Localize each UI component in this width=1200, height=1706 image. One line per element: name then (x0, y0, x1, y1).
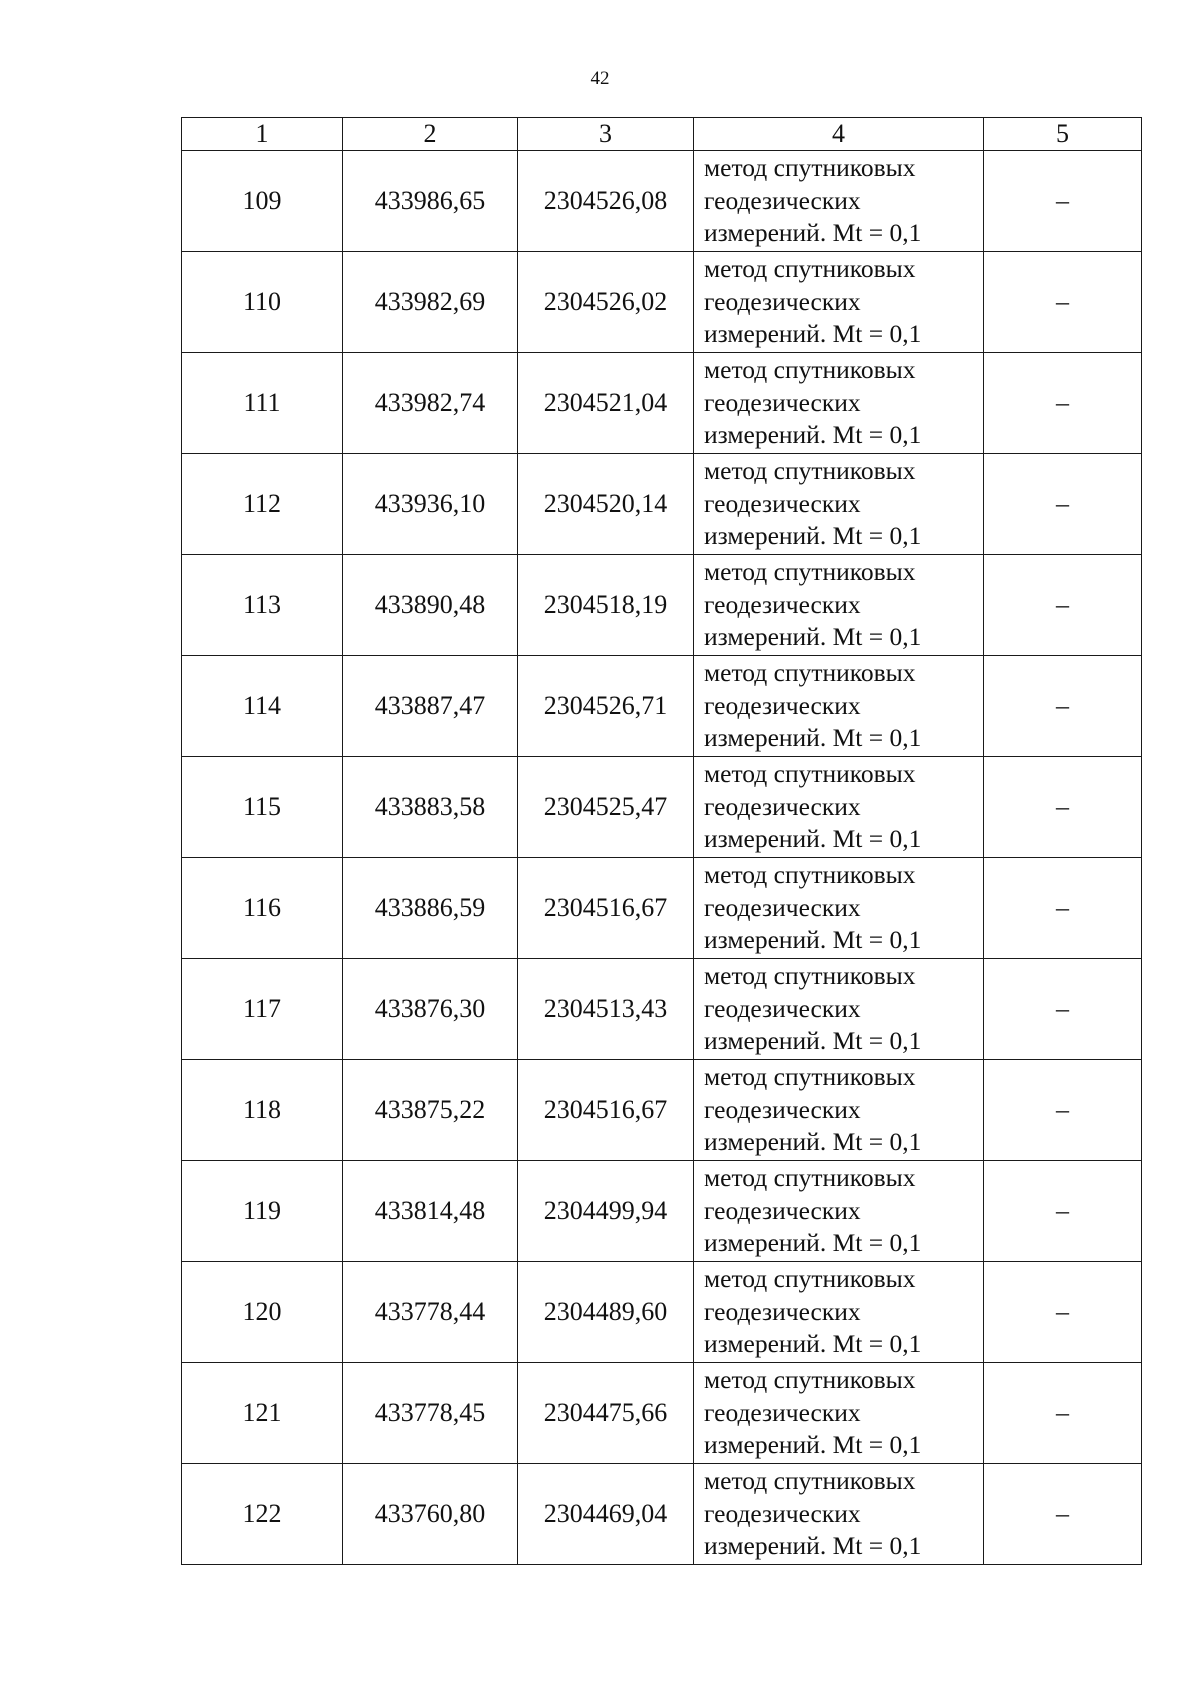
note-cell: – (984, 454, 1142, 555)
point-number-cell: 121 (182, 1363, 343, 1464)
method-line: геодезических (704, 791, 861, 821)
method-line: метод спутниковых (704, 658, 916, 688)
method-line: метод спутниковых (704, 254, 916, 284)
method-line: метод спутниковых (704, 1163, 916, 1193)
method-line: измерений. Mt = 0,1 (704, 1127, 922, 1157)
coordinates-table (181, 117, 1142, 1565)
table-row (182, 757, 1142, 858)
table-row (182, 858, 1142, 959)
y-coordinate-cell: 2304526,02 (518, 252, 694, 353)
method-line: измерений. Mt = 0,1 (704, 925, 922, 955)
x-coordinate-cell: 433982,74 (343, 353, 518, 454)
point-number-cell: 120 (182, 1262, 343, 1363)
point-number-cell: 114 (182, 656, 343, 757)
method-line: измерений. Mt = 0,1 (704, 218, 922, 248)
table-header-row (182, 118, 1142, 151)
table-row (182, 1161, 1142, 1262)
method-line: геодезических (704, 1195, 861, 1225)
table-row (182, 1262, 1142, 1363)
method-line: измерений. Mt = 0,1 (704, 1228, 922, 1258)
table-row (182, 1464, 1142, 1565)
point-number-cell: 116 (182, 858, 343, 959)
method-line: измерений. Mt = 0,1 (704, 1430, 922, 1460)
x-coordinate-cell: 433982,69 (343, 252, 518, 353)
point-number-cell: 113 (182, 555, 343, 656)
method-line: измерений. Mt = 0,1 (704, 319, 922, 349)
method-line: метод спутниковых (704, 1365, 916, 1395)
point-number-cell: 118 (182, 1060, 343, 1161)
table-row (182, 555, 1142, 656)
method-line: метод спутниковых (704, 153, 916, 183)
y-coordinate-cell: 2304499,94 (518, 1161, 694, 1262)
method-line: метод спутниковых (704, 355, 916, 385)
method-cell (694, 959, 984, 1060)
y-coordinate-cell: 2304475,66 (518, 1363, 694, 1464)
x-coordinate-cell: 433778,45 (343, 1363, 518, 1464)
method-line: измерений. Mt = 0,1 (704, 824, 922, 854)
x-coordinate-cell: 433814,48 (343, 1161, 518, 1262)
method-line: геодезических (704, 1094, 861, 1124)
x-coordinate-cell: 433875,22 (343, 1060, 518, 1161)
method-cell (694, 656, 984, 757)
method-line: измерений. Mt = 0,1 (704, 521, 922, 551)
point-number-cell: 112 (182, 454, 343, 555)
method-line: геодезических (704, 589, 861, 619)
method-cell (694, 1464, 984, 1565)
note-cell: – (984, 656, 1142, 757)
column-header-1: 1 (182, 118, 343, 151)
note-cell: – (984, 757, 1142, 858)
method-cell (694, 1161, 984, 1262)
method-line: измерений. Mt = 0,1 (704, 1531, 922, 1561)
method-line: геодезических (704, 1397, 861, 1427)
y-coordinate-cell: 2304513,43 (518, 959, 694, 1060)
y-coordinate-cell: 2304489,60 (518, 1262, 694, 1363)
y-coordinate-cell: 2304525,47 (518, 757, 694, 858)
y-coordinate-cell: 2304526,08 (518, 151, 694, 252)
method-cell (694, 858, 984, 959)
note-cell: – (984, 1060, 1142, 1161)
y-coordinate-cell: 2304516,67 (518, 1060, 694, 1161)
column-header-5: 5 (984, 118, 1142, 151)
note-cell: – (984, 252, 1142, 353)
note-cell: – (984, 1464, 1142, 1565)
method-cell (694, 252, 984, 353)
x-coordinate-cell: 433890,48 (343, 555, 518, 656)
method-line: метод спутниковых (704, 1062, 916, 1092)
method-line: метод спутниковых (704, 557, 916, 587)
method-line: геодезических (704, 690, 861, 720)
column-header-2: 2 (343, 118, 518, 151)
y-coordinate-cell: 2304520,14 (518, 454, 694, 555)
method-line: измерений. Mt = 0,1 (704, 622, 922, 652)
method-line: геодезических (704, 892, 861, 922)
point-number-cell: 117 (182, 959, 343, 1060)
method-line: геодезических (704, 1498, 861, 1528)
method-line: метод спутниковых (704, 759, 916, 789)
y-coordinate-cell: 2304469,04 (518, 1464, 694, 1565)
table-row (182, 454, 1142, 555)
method-line: геодезических (704, 488, 861, 518)
method-line: геодезических (704, 1296, 861, 1326)
x-coordinate-cell: 433986,65 (343, 151, 518, 252)
x-coordinate-cell: 433883,58 (343, 757, 518, 858)
point-number-cell: 109 (182, 151, 343, 252)
table-row (182, 252, 1142, 353)
method-line: метод спутниковых (704, 961, 916, 991)
method-cell (694, 1060, 984, 1161)
point-number-cell: 111 (182, 353, 343, 454)
method-cell (694, 151, 984, 252)
method-cell (694, 353, 984, 454)
table-row (182, 353, 1142, 454)
method-line: измерений. Mt = 0,1 (704, 1026, 922, 1056)
y-coordinate-cell: 2304526,71 (518, 656, 694, 757)
note-cell: – (984, 1161, 1142, 1262)
method-line: измерений. Mt = 0,1 (704, 723, 922, 753)
table-row (182, 959, 1142, 1060)
y-coordinate-cell: 2304516,67 (518, 858, 694, 959)
note-cell: – (984, 858, 1142, 959)
method-line: измерений. Mt = 0,1 (704, 1329, 922, 1359)
x-coordinate-cell: 433876,30 (343, 959, 518, 1060)
method-cell (694, 1363, 984, 1464)
method-cell (694, 555, 984, 656)
table-row (182, 1363, 1142, 1464)
x-coordinate-cell: 433887,47 (343, 656, 518, 757)
method-line: геодезических (704, 993, 861, 1023)
point-number-cell: 119 (182, 1161, 343, 1262)
method-line: геодезических (704, 387, 861, 417)
x-coordinate-cell: 433886,59 (343, 858, 518, 959)
note-cell: – (984, 1363, 1142, 1464)
page-number: 42 (590, 68, 610, 89)
point-number-cell: 110 (182, 252, 343, 353)
method-line: метод спутниковых (704, 456, 916, 486)
column-header-4: 4 (694, 118, 984, 151)
x-coordinate-cell: 433778,44 (343, 1262, 518, 1363)
x-coordinate-cell: 433936,10 (343, 454, 518, 555)
note-cell: – (984, 555, 1142, 656)
method-line: измерений. Mt = 0,1 (704, 420, 922, 450)
table-body (182, 151, 1142, 1565)
note-cell: – (984, 959, 1142, 1060)
note-cell: – (984, 151, 1142, 252)
method-cell (694, 757, 984, 858)
point-number-cell: 122 (182, 1464, 343, 1565)
point-number-cell: 115 (182, 757, 343, 858)
column-header-3: 3 (518, 118, 694, 151)
method-cell (694, 454, 984, 555)
method-line: метод спутниковых (704, 1466, 916, 1496)
x-coordinate-cell: 433760,80 (343, 1464, 518, 1565)
method-line: геодезических (704, 286, 861, 316)
y-coordinate-cell: 2304518,19 (518, 555, 694, 656)
note-cell: – (984, 1262, 1142, 1363)
table-row (182, 656, 1142, 757)
method-cell (694, 1262, 984, 1363)
y-coordinate-cell: 2304521,04 (518, 353, 694, 454)
table-row (182, 151, 1142, 252)
method-line: геодезических (704, 185, 861, 215)
table-row (182, 1060, 1142, 1161)
note-cell: – (984, 353, 1142, 454)
method-line: метод спутниковых (704, 1264, 916, 1294)
method-line: метод спутниковых (704, 860, 916, 890)
